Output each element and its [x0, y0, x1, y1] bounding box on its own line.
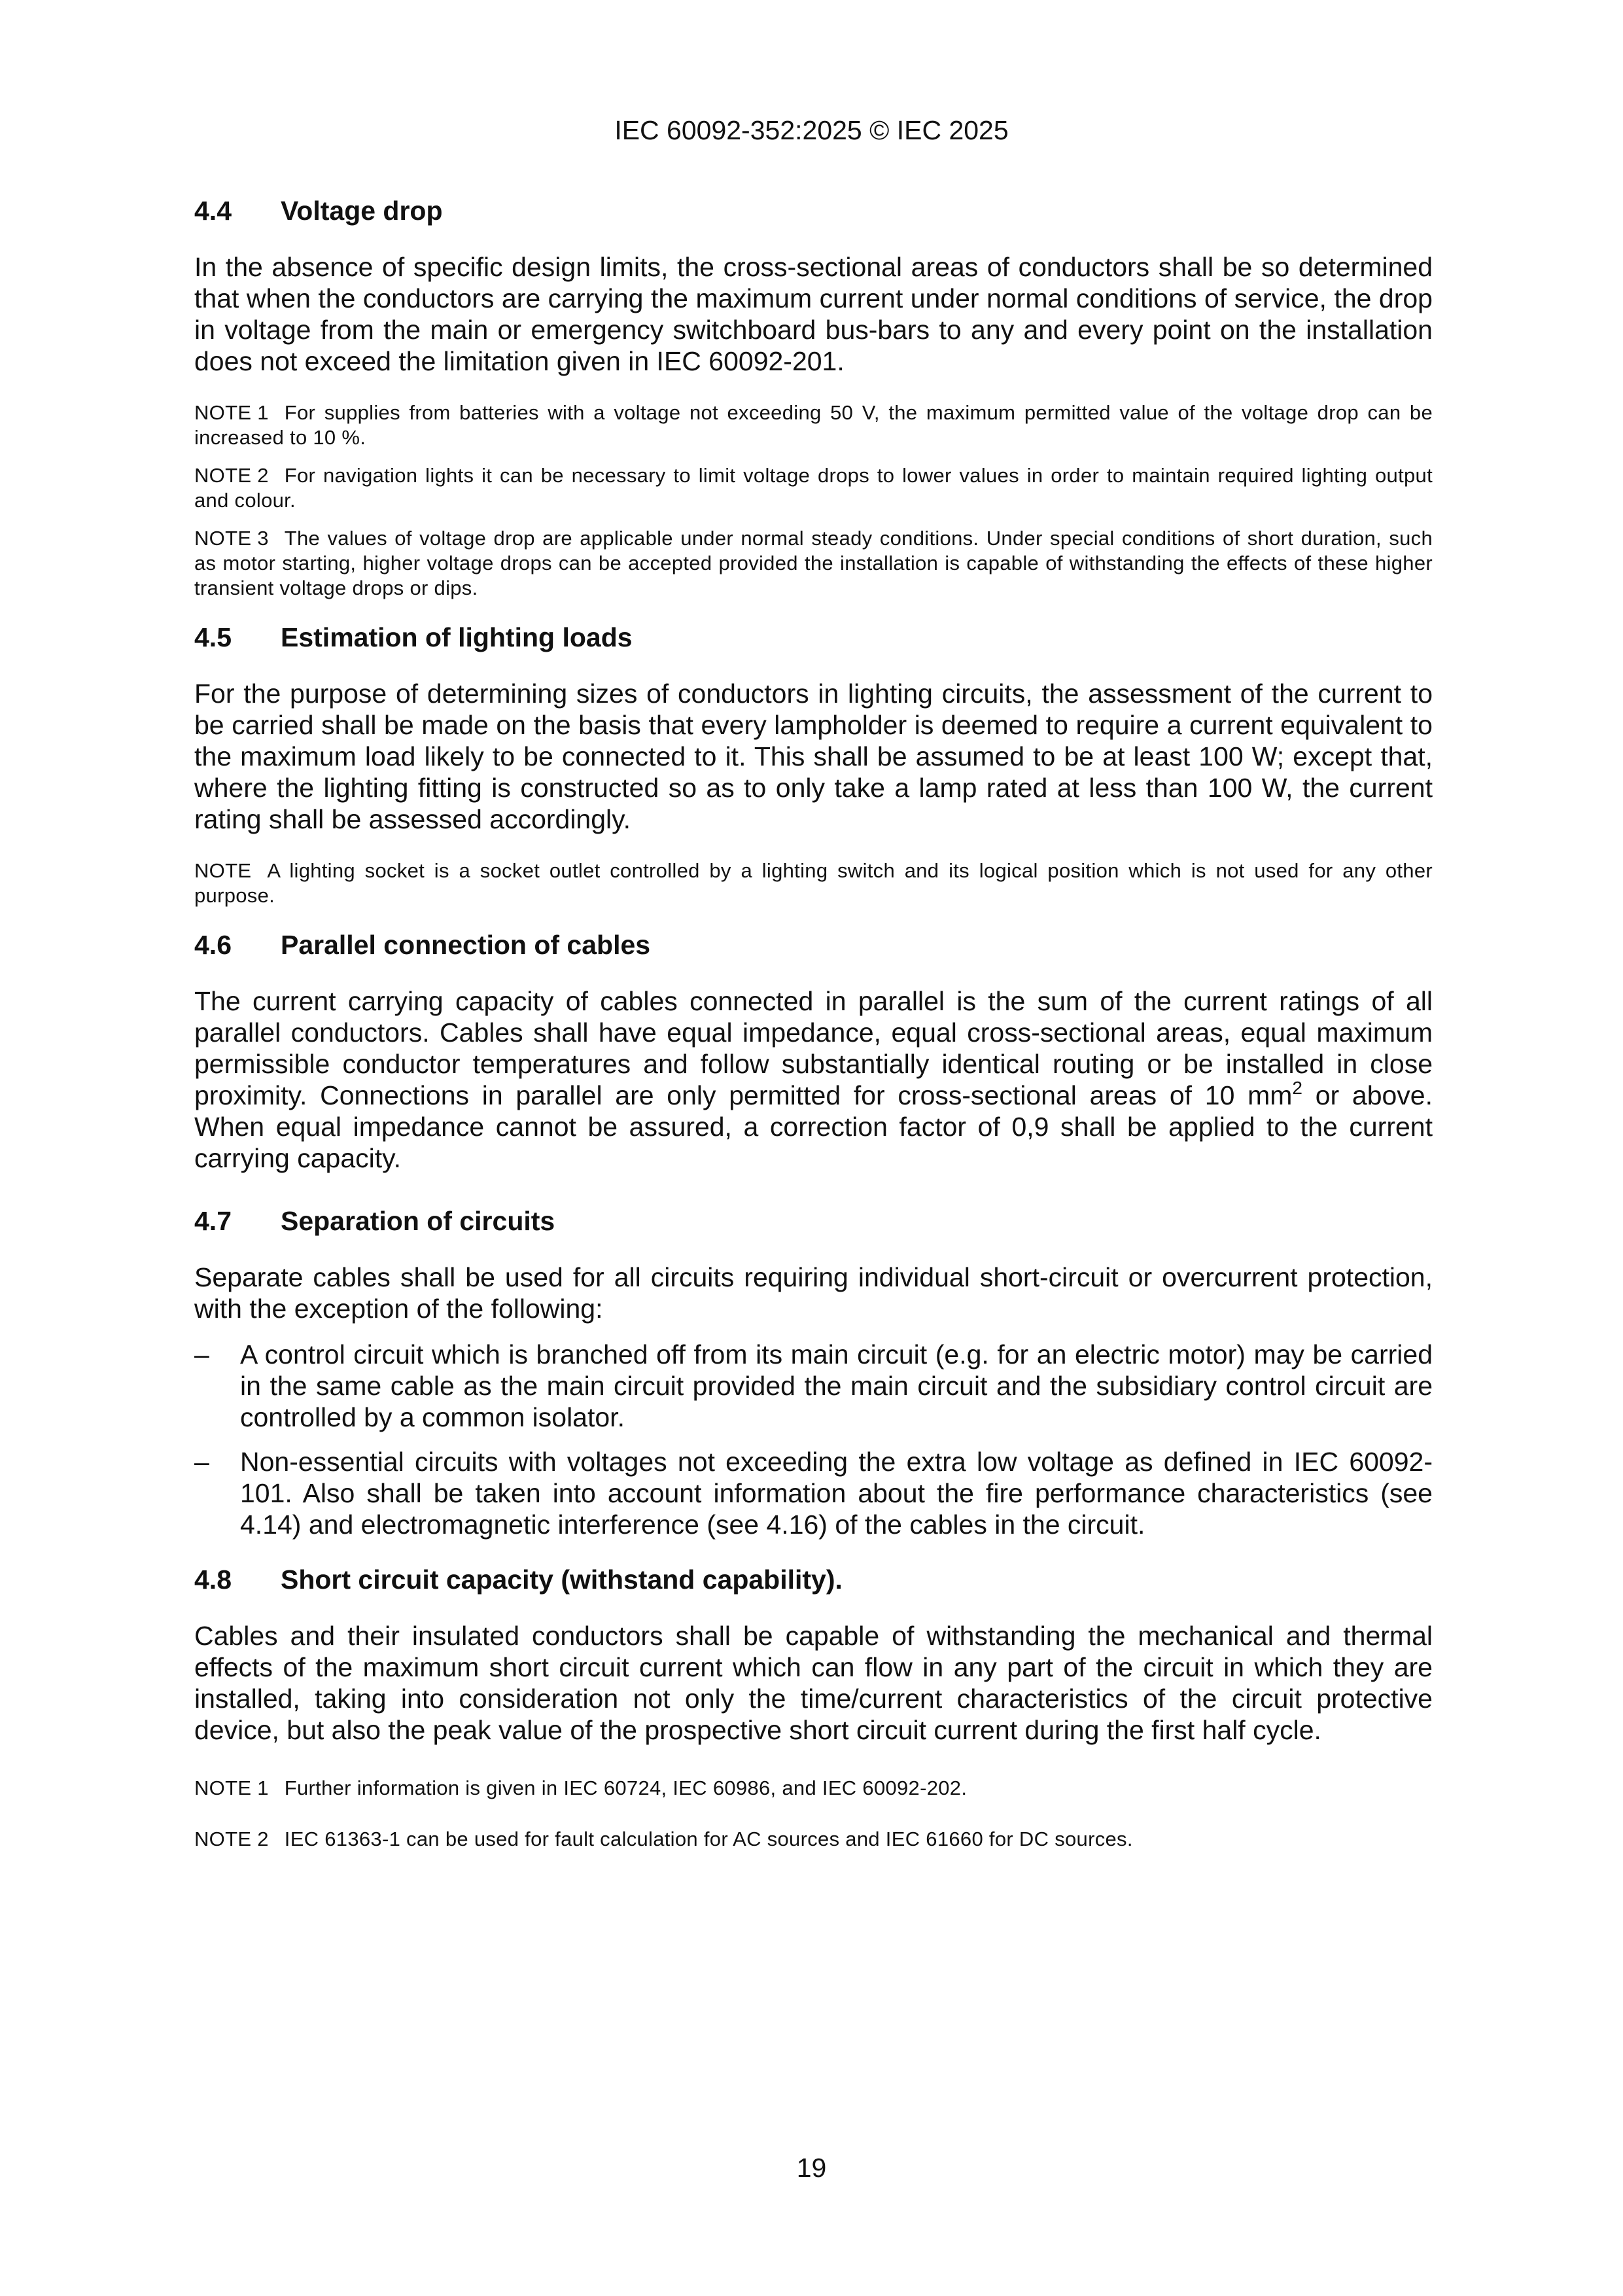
section-title: Parallel connection of cables	[281, 930, 651, 960]
section-4-7-heading	[194, 1204, 1433, 1238]
section-4-8-heading	[194, 1563, 1433, 1597]
section-4-4-note-1	[194, 400, 1433, 450]
exception-list	[194, 1339, 1433, 1540]
note-text: The values of voltage drop are applicable under normal steady conditions. Under special conditions of short duration, such as motor starting, higher voltage drops can be accepted provided the installation is capable of withstanding the effects of these higher transient voltage drops or dips.	[194, 527, 1433, 599]
list-dash: –	[194, 1447, 209, 1477]
section-4-4-note-3	[194, 526, 1433, 601]
list-dash: –	[194, 1339, 209, 1369]
section-4-6-paragraph	[194, 985, 1433, 1174]
list-item	[194, 1446, 1433, 1540]
section-number: 4.4	[194, 196, 232, 226]
section-title: Voltage drop	[281, 196, 443, 226]
note-label: NOTE 2	[194, 464, 269, 487]
page-content	[194, 194, 1433, 1852]
paragraph-text: The current carrying capacity of cables connected in parallel is the sum of the current ratings of all parallel conductors. Cables shall have equal impedance, equal cross-sectional areas, equal maximum permissible conductor temperatures and follow substantially identical routing or be installed in close proximity. Connections in parallel are only permitted for cross-sectional areas of 10 mm	[194, 986, 1433, 1110]
section-4-4-note-2	[194, 463, 1433, 513]
note-label: NOTE 1	[194, 1776, 269, 1799]
page-number: 19	[796, 2153, 827, 2183]
section-4-4-heading	[194, 194, 1433, 228]
section-number: 4.5	[194, 622, 232, 652]
note-text: A lighting socket is a socket outlet controlled by a lighting switch and its logical position which is not used for any other purpose.	[194, 859, 1433, 907]
section-4-8-note-2	[194, 1827, 1433, 1852]
superscript: 2	[1292, 1078, 1302, 1098]
paragraph-text: or above. When equal impedance cannot be assured, a correction factor of 0,9 shall be applied to the current carrying capacity.	[194, 1080, 1433, 1173]
section-4-4-paragraph: In the absence of specific design limits, the cross-sectional areas of conductors shall be so determined that when the conductors are carrying the maximum current under normal conditions of service, the drop in voltage from the main or emergency switchboard bus-bars to any and every point on the installation does not exceed the limitation given in IEC 60092-201.	[194, 252, 1433, 376]
note-label: NOTE 3	[194, 527, 269, 550]
note-text: IEC 61363-1 can be used for fault calculation for AC sources and IEC 61660 for DC sources.	[284, 1828, 1133, 1850]
page-header: IEC 60092-352:2025 © IEC 2025	[614, 115, 1009, 145]
note-text: Further information is given in IEC 60724, IEC 60986, and IEC 60092-202.	[284, 1776, 968, 1799]
section-4-8-note-1	[194, 1776, 1433, 1801]
section-4-6-heading	[194, 928, 1433, 962]
section-title: Short circuit capacity (withstand capability).	[281, 1564, 843, 1595]
section-4-7-paragraph: Separate cables shall be used for all circuits requiring individual short-circuit or overcurrent protection, with the exception of the following:	[194, 1262, 1433, 1324]
section-number: 4.6	[194, 930, 232, 960]
note-label: NOTE 2	[194, 1828, 269, 1850]
section-number: 4.7	[194, 1206, 232, 1236]
section-4-5-heading	[194, 620, 1433, 654]
section-4-8-paragraph: Cables and their insulated conductors shall be capable of withstanding the mechanical and thermal effects of the maximum short circuit current which can flow in any part of the circuit in which they are installed, taking into consideration not only the time/current characteristics of the circuit protective device, but also the peak value of the prospective short circuit current during the first half cycle.	[194, 1621, 1433, 1745]
section-title: Estimation of lighting loads	[281, 622, 633, 652]
section-number: 4.8	[194, 1564, 232, 1595]
list-item-text: A control circuit which is branched off from its main circuit (e.g. for an electric motor) may be carried in the same cable as the main circuit provided the main circuit and the subsidiary control circuit are controlled by a common isolator.	[240, 1339, 1433, 1432]
section-title: Separation of circuits	[281, 1206, 555, 1236]
list-item-text: Non-essential circuits with voltages not exceeding the extra low voltage as defined in IEC 60092-101. Also shall be taken into account information about the fire performance characteristics (see 4.14) and electromagnetic interference (see 4.16) of the cables in the circuit.	[240, 1447, 1433, 1540]
section-4-5-paragraph: For the purpose of determining sizes of conductors in lighting circuits, the assessment of the current to be carried shall be made on the basis that every lampholder is deemed to require a current equivalent to the maximum load likely to be connected to it. This shall be assumed to be at least 100 W; except that, where the lighting fitting is constructed so as to only take a lamp rated at less than 100 W, the current rating shall be assessed accordingly.	[194, 679, 1433, 834]
note-label: NOTE	[194, 859, 252, 882]
note-label: NOTE 1	[194, 401, 269, 424]
section-4-5-note	[194, 858, 1433, 908]
note-text: For navigation lights it can be necessary to limit voltage drops to lower values in order to maintain required lighting output and colour.	[194, 464, 1433, 512]
note-text: For supplies from batteries with a voltage not exceeding 50 V, the maximum permitted value of the voltage drop can be increased to 10 %.	[194, 401, 1433, 449]
list-item	[194, 1339, 1433, 1433]
